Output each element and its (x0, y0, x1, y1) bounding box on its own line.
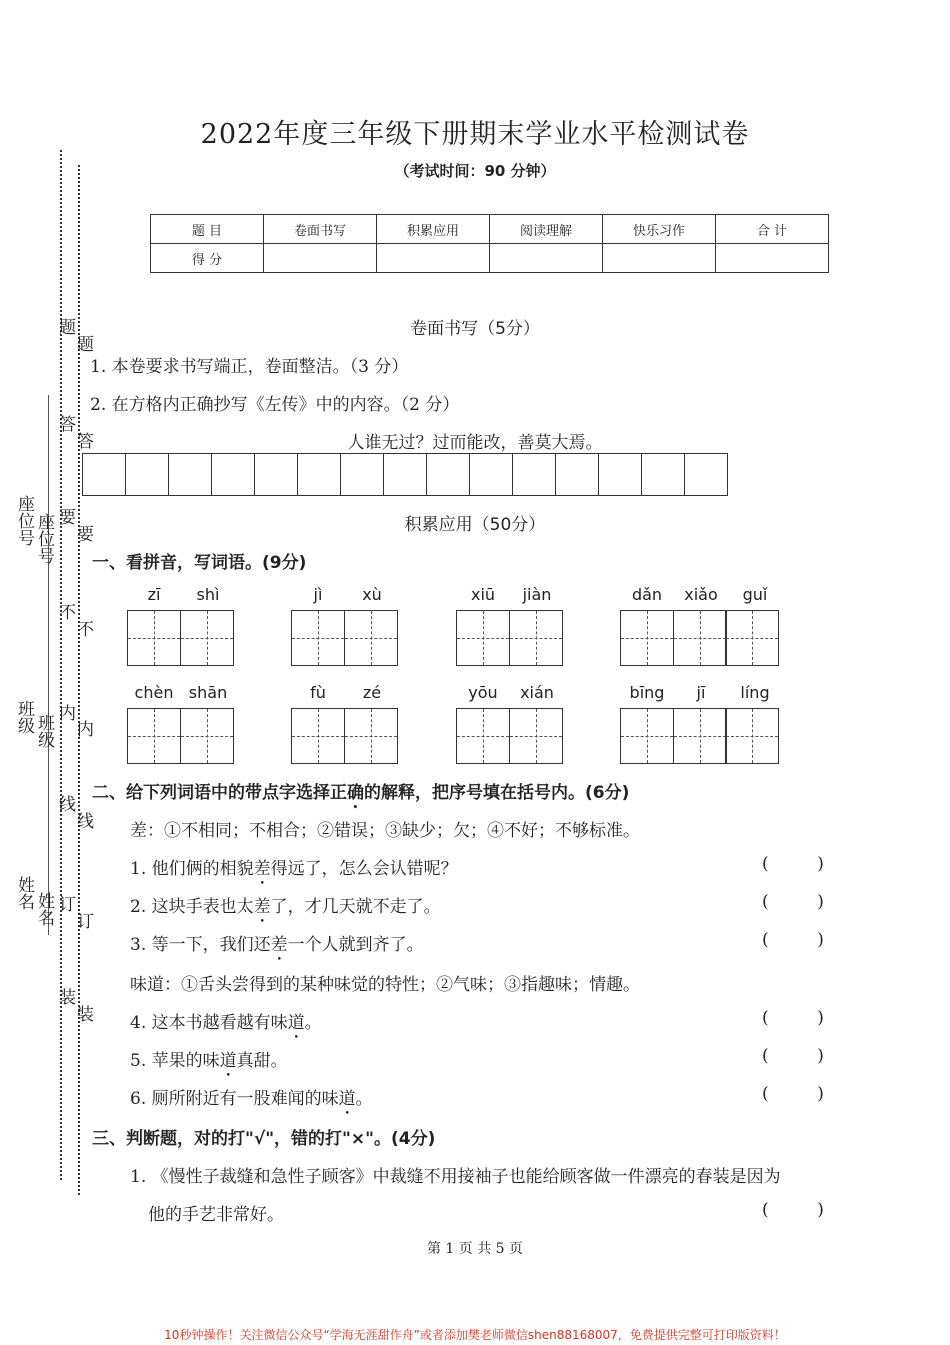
writing-box[interactable] (291, 708, 345, 764)
score-table-header-row (151, 215, 829, 244)
writing-box[interactable] (180, 610, 234, 666)
writing-box[interactable] (725, 708, 779, 764)
pinyin-label: xù (362, 585, 382, 604)
pinyin-group (127, 683, 235, 764)
copy-grid[interactable] (82, 453, 728, 496)
name-label: 姓名 (14, 876, 34, 910)
answer-parentheses[interactable]: ( ) (762, 1008, 824, 1028)
writing-box[interactable] (456, 610, 510, 666)
question-3-title: 三、判断题，对的打"√"，错的打"×"。(4分) (92, 1129, 436, 1149)
pinyin-label: xiū (470, 585, 496, 604)
definition-weidao: 味道：①舌头尝得到的某种味觉的特性；②气味；③指趣味；情趣。 (130, 975, 640, 995)
binding-char-xian: 线 (55, 795, 75, 812)
writing-box[interactable] (620, 610, 674, 666)
page-number: 第 1 页 共 5 页 (426, 1241, 524, 1257)
pinyin-label: yōu (468, 683, 498, 702)
answer-parentheses[interactable]: ( ) (762, 892, 824, 912)
binding-char-ti-2: 题 (73, 335, 93, 352)
pinyin-label: xián (520, 683, 554, 702)
binding-char-bu-2: 不 (73, 620, 93, 637)
binding-solid-line (48, 395, 49, 935)
binding-char-zhuang: 装 (55, 988, 75, 1005)
binding-char-bu: 不 (55, 603, 75, 620)
question-2-title-part-b: 的解释，把序号填在括号内。(6分) (364, 783, 630, 803)
section-accumulation-title: 积累应用（50分） (404, 515, 546, 535)
writing-box[interactable] (127, 708, 181, 764)
binding-char-nei-2: 内 (73, 720, 93, 737)
question-2-title (92, 778, 629, 813)
binding-char-ding-2: 订 (73, 912, 93, 929)
answer-parentheses[interactable]: ( ) (762, 930, 824, 950)
pinyin-group (456, 683, 564, 764)
pinyin-label: chèn (134, 683, 174, 702)
score-cell[interactable] (490, 244, 603, 273)
q2-item-5: 5. 苹果的味道真甜。 (130, 1051, 288, 1071)
writing-box[interactable] (456, 708, 510, 764)
class-label: 班级 (14, 700, 34, 734)
pinyin-label: fù (310, 683, 326, 702)
q2-item-2: 2. 这块手表也太差了，才几天就不走了。 (130, 897, 441, 917)
binding-char-da-2: 答 (73, 432, 93, 449)
q3-item-1-line-2: 他的手艺非常好。 (148, 1205, 284, 1225)
question-2-title-dotted-char: 确 (347, 783, 364, 803)
seat-number-label-shadow: 座位号 (34, 513, 54, 564)
binding-char-zhuang-2: 装 (73, 1005, 93, 1022)
pinyin-label: zī (147, 585, 161, 604)
score-header-cell: 快乐习作 (603, 215, 716, 244)
definition-cha: 差：①不相同；不相合；②错误；③缺少；欠；④不好；不够标准。 (130, 821, 640, 841)
pinyin-group (127, 585, 235, 666)
pinyin-label: jī (696, 683, 706, 702)
score-cell[interactable] (377, 244, 490, 273)
score-header-cell: 卷面书写 (264, 215, 377, 244)
pinyin-label: zé (362, 683, 382, 702)
binding-char-da: 答 (55, 415, 75, 432)
score-cell[interactable] (264, 244, 377, 273)
writing-box[interactable] (509, 708, 563, 764)
score-table (150, 214, 829, 273)
binding-char-ti: 题 (55, 318, 75, 335)
writing-box[interactable] (673, 708, 727, 764)
pinyin-label: shān (188, 683, 228, 702)
score-header-cell: 积累应用 (377, 215, 490, 244)
pinyin-label: dǎn (631, 585, 663, 604)
writing-box[interactable] (127, 610, 181, 666)
answer-parentheses[interactable]: ( ) (762, 854, 824, 874)
pinyin-label: jì (313, 585, 323, 604)
handwriting-item-1: 1. 本卷要求书写端正，卷面整洁。（3 分） (90, 357, 409, 377)
handwriting-item-2: 2. 在方格内正确抄写《左传》中的内容。（2 分） (90, 395, 460, 415)
answer-parentheses[interactable]: ( ) (762, 1084, 824, 1104)
pinyin-group (291, 683, 399, 764)
pinyin-label: shì (196, 585, 220, 604)
writing-box[interactable] (673, 610, 727, 666)
score-row-label: 得 分 (151, 244, 264, 273)
q2-item-4: 4. 这本书越看越有味道。 (130, 1013, 322, 1033)
question-1-title: 一、看拼音，写词语。(9分) (92, 553, 307, 573)
name-label-shadow: 姓名 (34, 892, 54, 926)
writing-box[interactable] (291, 610, 345, 666)
binding-char-ding: 订 (55, 895, 75, 912)
score-header-cell: 题 目 (151, 215, 264, 244)
q2-item-3: 3. 等一下，我们还差一个人就到齐了。 (130, 935, 424, 955)
copy-quote: 人谁无过？过而能改，善莫大焉。 (347, 433, 603, 453)
score-header-cell: 阅读理解 (490, 215, 603, 244)
writing-box[interactable] (344, 610, 398, 666)
answer-parentheses[interactable]: ( ) (762, 1046, 824, 1066)
pinyin-label: jiàn (522, 585, 552, 604)
pinyin-label: líng (740, 683, 770, 702)
pinyin-label: guǐ (742, 585, 768, 604)
score-cell[interactable] (603, 244, 716, 273)
binding-char-nei: 内 (55, 704, 75, 721)
q2-item-6: 6. 厕所附近有一股难闻的味道。 (130, 1089, 373, 1109)
writing-box[interactable] (344, 708, 398, 764)
binding-char-yao-2: 要 (73, 525, 93, 542)
pinyin-group (620, 683, 782, 764)
pinyin-label: bīng (629, 683, 665, 702)
pinyin-label: xiǎo (684, 585, 718, 604)
score-table-score-row (151, 244, 829, 273)
pinyin-group (456, 585, 564, 666)
answer-parentheses[interactable]: ( ) (762, 1200, 824, 1220)
q3-item-1-line-1: 1. 《慢性子裁缝和急性子顾客》中裁缝不用接袖子也能给顾客做一件漂亮的春装是因为 (130, 1167, 781, 1187)
writing-box[interactable] (509, 610, 563, 666)
binding-char-yao: 要 (55, 508, 75, 525)
pinyin-group (291, 585, 399, 666)
class-label-shadow: 班级 (34, 714, 54, 748)
writing-box[interactable] (180, 708, 234, 764)
question-2-title-part-a: 二、给下列词语中的带点字选择正 (92, 783, 347, 803)
promo-banner: 10秒钟操作！关注微信公众号“学海无涯甜作舟”或者添加樊老师微信shen88168007，免费提供完整可打印版资料！ (164, 1328, 786, 1342)
binding-char-xian-2: 线 (73, 812, 93, 829)
binding-dotted-line-outer (60, 150, 62, 1180)
score-cell[interactable] (716, 244, 829, 273)
q2-item-1: 1. 他们俩的相貌差得远了，怎么会认错呢？ (130, 859, 458, 879)
seat-number-label: 座位号 (14, 495, 34, 546)
writing-box[interactable] (725, 610, 779, 666)
writing-box[interactable] (620, 708, 674, 764)
exam-duration: （考试时间：90 分钟） (394, 162, 556, 180)
score-header-cell: 合 计 (716, 215, 829, 244)
section-handwriting-title: 卷面书写（5分） (410, 319, 540, 339)
page-title: 2022年度三年级下册期末学业水平检测试卷 (200, 119, 750, 150)
pinyin-group (620, 585, 782, 666)
